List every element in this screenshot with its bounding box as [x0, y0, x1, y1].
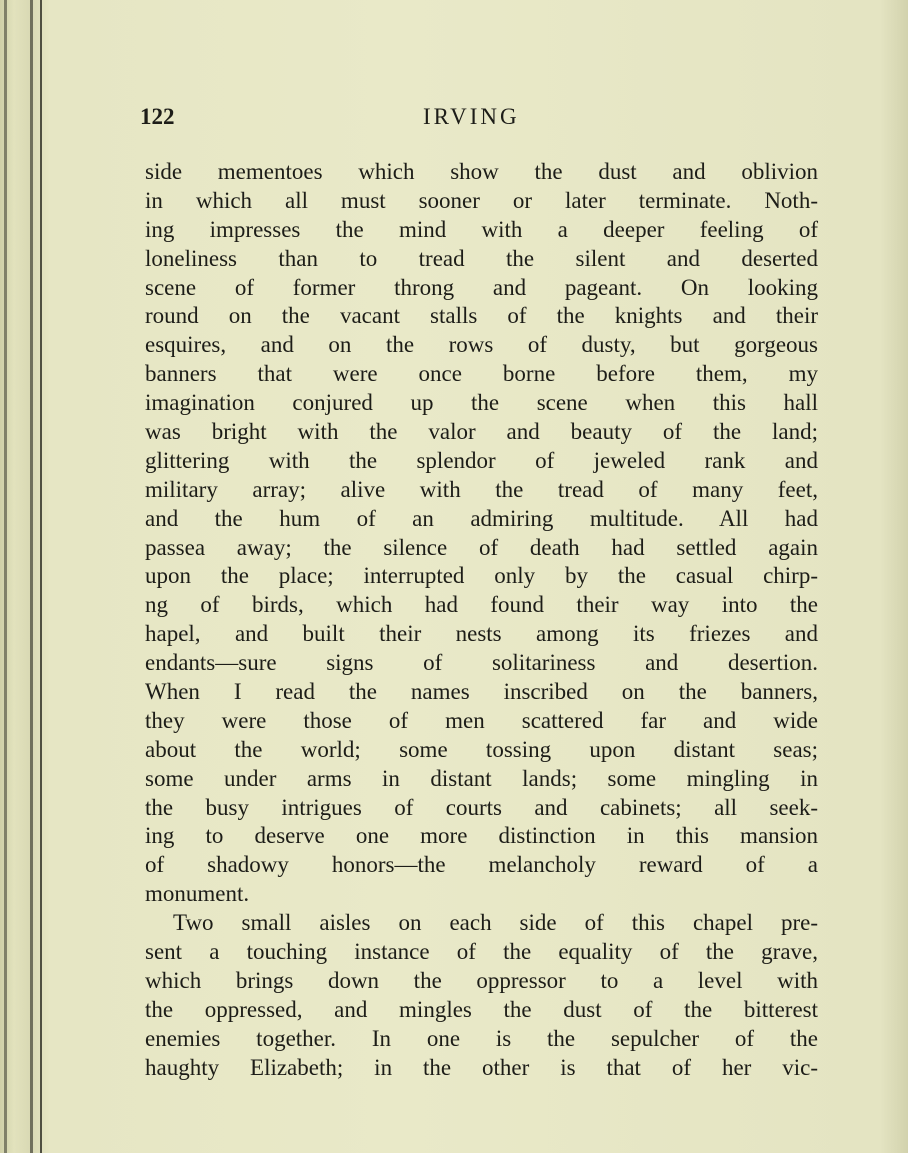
- text-line: imagination conjured up the scene when this hall: [145, 390, 818, 416]
- text-line: loneliness than to tread the silent and deserted: [145, 245, 818, 271]
- text-line: side mementoes which show the dust and oblivion: [145, 159, 818, 184]
- text-line: Two small aisles on each side of this chapel pre-: [173, 910, 818, 936]
- text-line: sent a touching instance of the equality of the grave,: [145, 939, 818, 965]
- text-line: they were those of men scattered far and wide: [145, 707, 818, 733]
- text-line: scene of former throng and pageant. On looking: [145, 274, 818, 300]
- page-edge: [4, 0, 7, 1153]
- text-line: which brings down the oppressor to a level with: [145, 967, 818, 993]
- text-line: monument.: [145, 881, 250, 907]
- text-line: passea away; the silence of death had settled again: [145, 534, 818, 560]
- text-line: hapel, and built their nests among its friezes and: [145, 621, 818, 647]
- text-line: banners that were once borne before them, my: [145, 361, 818, 387]
- text-line: glittering with the splendor of jeweled rank and: [145, 447, 818, 473]
- text-line: ng of birds, which had found their way into the: [145, 592, 818, 618]
- page-edge: [40, 0, 42, 1153]
- text-line: the busy intrigues of courts and cabinets; all seek-: [145, 794, 818, 820]
- text-line: about the world; some tossing upon distant seas;: [145, 736, 818, 762]
- text-line: military array; alive with the tread of many feet,: [145, 476, 818, 502]
- running-title: IRVING: [423, 104, 520, 129]
- text-line: ing to deserve one more distinction in this mansion: [145, 823, 818, 849]
- page-number: 122: [140, 104, 175, 129]
- text-line: haughty Elizabeth; in the other is that of her vic-: [145, 1054, 818, 1080]
- text-line: of shadowy honors—the melancholy reward of a: [145, 852, 818, 878]
- text-line: esquires, and on the rows of dusty, but gorgeous: [145, 332, 818, 358]
- text-line: round on the vacant stalls of the knights and their: [145, 303, 818, 329]
- text-line: upon the place; interrupted only by the casual chirp-: [145, 563, 818, 589]
- page-edge: [30, 0, 33, 1153]
- text-line: endants—sure signs of solitariness and desertion.: [145, 650, 818, 676]
- text-line: When I read the names inscribed on the banners,: [145, 679, 818, 705]
- body-text: [145, 158, 818, 1083]
- text-line: and the hum of an admiring multitude. All had: [145, 505, 818, 531]
- text-line: ing impresses the mind with a deeper feeling of: [145, 216, 818, 242]
- text-line: some under arms in distant lands; some mingling in: [145, 765, 818, 791]
- text-line: the oppressed, and mingles the dust of the bitterest: [145, 996, 818, 1022]
- running-header: [140, 104, 820, 134]
- text-line: in which all must sooner or later terminate. Noth-: [145, 187, 818, 213]
- text-line: enemies together. In one is the sepulcher of the: [145, 1025, 818, 1051]
- text-line: was bright with the valor and beauty of the land;: [145, 419, 818, 445]
